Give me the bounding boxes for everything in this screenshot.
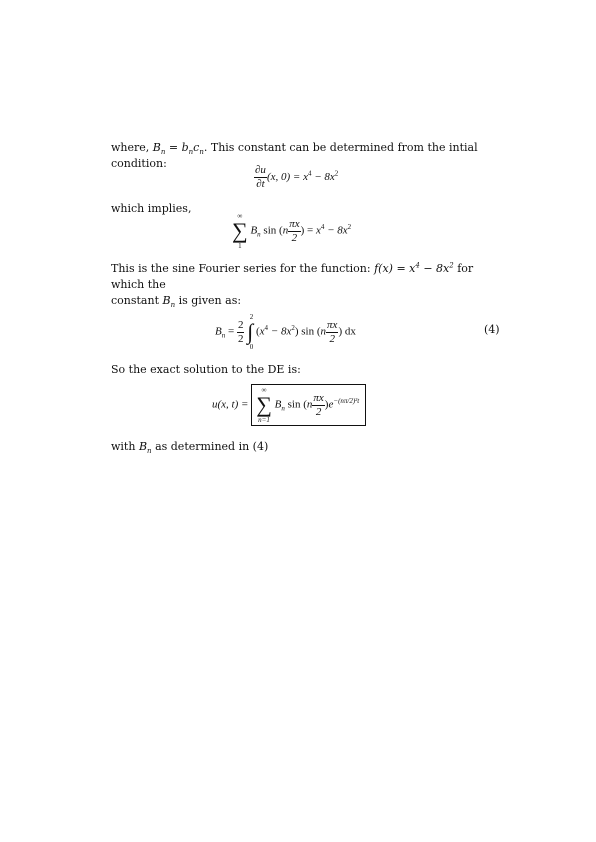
paragraph-sine-fourier: This is the sine Fourier series for the function: $f(x) = x^4 - 8x^2$ for which the constant $B_n$ is given as: bbox=[111, 261, 474, 310]
paragraph-which-implies: which implies, bbox=[111, 202, 192, 215]
bn-integral-equation: $B_n$ = $\frac{2}{2}$ 2 ∫ 0 $(x^4 - 8x^2)$ sin (n $\frac{\pi x}{2}$ ) dx bbox=[215, 313, 356, 351]
initial-condition-equation: $\frac{\partial u}{\partial t}$ (x, $0) = x^4 - 8x^2$ bbox=[255, 164, 339, 190]
boxed-solution-equation: u(x, t) = ∞ ∑ n=1 $B_n$ sin (n $\frac{\pi x}{2}$ )$e^{-(n\pi/2)^2t}$ bbox=[212, 384, 366, 426]
inline-math-bn-eq: $B_n = b_nc_n$ bbox=[152, 141, 204, 157]
paragraph-with-bn: with $B_n$ as determined in (4) bbox=[111, 440, 269, 456]
solution-box: ∞ ∑ n=1 $B_n$ sin (n $\frac{\pi x}{2}$ )$e^{-(n\pi/2)^2t}$ bbox=[251, 384, 366, 426]
paragraph-where: where, $B_n = b_nc_n$. This constant can be determined from the intial condition: bbox=[111, 141, 478, 170]
paragraph-exact-solution: So the exact solution to the DE is: bbox=[111, 363, 301, 376]
series-equation: ∞ ∑ 1 $B_n$ sin (n $\frac{\pi x}{2}$ ) = $x^4 - 8x^2$ bbox=[232, 212, 352, 250]
equation-number: (4) bbox=[484, 323, 500, 336]
